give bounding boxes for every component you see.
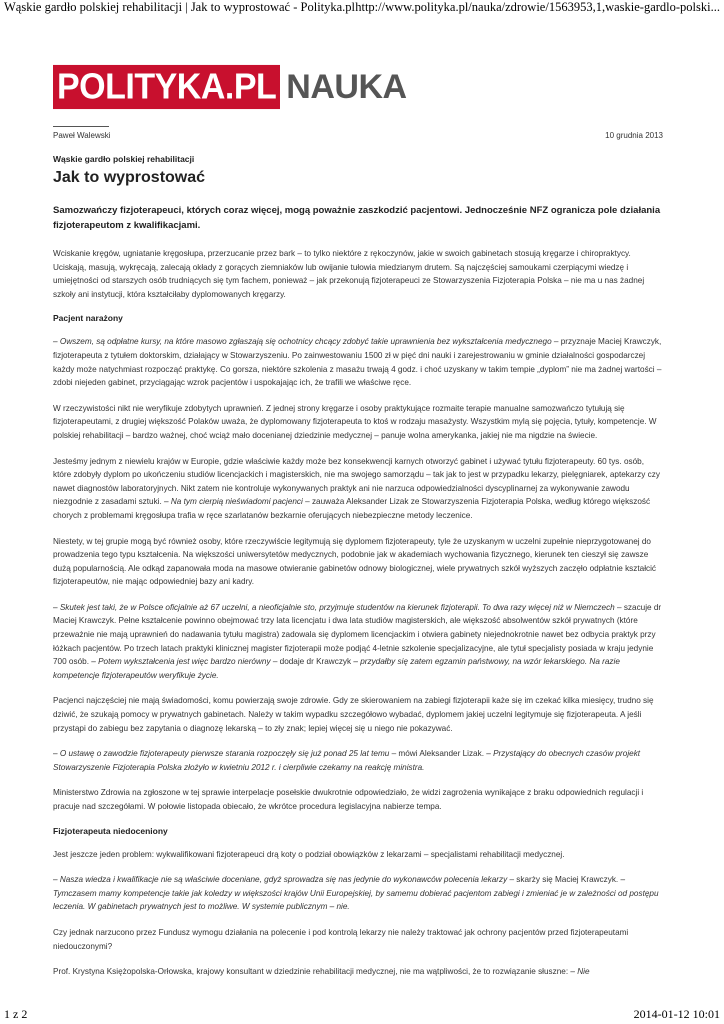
paragraph-text: Jesteśmy jednym z niewielu krajów w Europie, gdzie właściwie każdy może bez konsekwencji karnych otworzyć gabinet i używać tytułu fizjoterapeuty. 60 tys. osób, które zdobyły dyplom po ukończeniu studiów licencjackich i magisterskich, nie ma swojego samorządu – tak jak to jest w przypadku lekarzy, pielęgniarek, aptekarzy czy nawet diagnostów laboratoryjnych. Nikt zatem nie kontroluje wykonywanych praktyk ani nie narzuca odpowiedzialności dyscyplinarnej za wykonywanie zawodu niezgodnie z zasadami sztuki. (53, 456, 660, 507)
divider (53, 126, 109, 127)
print-header (4, 0, 720, 18)
quote: – przydałby się zatem egzamin państwowy, na wzór lekarskiego. Na razie kompetencje fizjoterapeutów weryfikuje życie. (53, 657, 620, 680)
paragraph: Jest jeszcze jeden problem: wykwalifikowani fizjoterapeuci drą koty o podział obowiązków z lekarzami – specjalistami rehabilitacji medycznej. (53, 849, 565, 859)
quote: – Na tym cierpią nieświadomi pacjenci (161, 497, 303, 507)
paragraph-text: – skarży się Maciej Krawczyk. (507, 875, 619, 885)
article-title: Jak to wyprostować (53, 169, 206, 186)
article (53, 126, 663, 991)
article-author: Paweł Walewski (53, 131, 111, 140)
quote: – Potem wykształcenia jest więc bardzo nierówny (88, 657, 271, 667)
logo-brand: POLITYKA.PL (53, 65, 280, 109)
quote: – O ustawę o zawodzie fizjoterapeuty pierwsze starania rozpoczęły się już ponad 25 lat temu (53, 749, 390, 759)
paragraph-text: – dodaje dr Krawczyk (270, 657, 352, 667)
logo-section: NAUKA (286, 68, 407, 106)
paragraph (53, 965, 663, 979)
quote: – Tymczasem mamy kompetencje takie jak koledzy w większości krajów Unii Europejskiej, by samemu dobierać pacjentom zabiegi i zmieniać je w zależności od postępu leczenia. W gabinetach prywatnych jest to możliwe. W systemie publicznym – nie. (53, 875, 659, 912)
print-page-url: http://www.polityka.pl/nauka/zdrowie/1563953,1,waskie-gardlo-polski... (355, 0, 720, 14)
paragraph-text: – przyznaje Maciej Krawczyk, fizjoterapeuta z tytułem doktorskim, działający w Stowarzyszeniu. Po zainwestowaniu 1500 zł w pięć dni nauki i zarejestrowaniu w gminie działalności gospodarczej każdy może natychmiast rozpocząć praktykę. Co gorsza, niektóre szkolenia z masażu trwają 4 godz. i choć uzyskany w takim tempie „dyplom” nie ma żadnej wartości – zdobi niejeden gabinet, przyciągając wzrok pacjentów i uspokajając ich, że trafili we właściwe ręce. (53, 337, 662, 388)
paragraph-text: – szacuje dr Maciej Krawczyk. Pełne kształcenie powinno obejmować trzy lata licencjatu i dwa lata studiów magisterskich, ale większość absolwentów szkół prywatnych (które przeważnie nie mają uprawnień do nadawania tytułu magistra) zadowala się dyplomem licencjackim i otwiera gabinety niejednokrotnie nawet bez odbycia praktyk przy łóżkach pacjentów. Po trzech latach praktyki klinicznej magister fizjoterapii może podjąć 4-letnie szkolenie specjalizacyjne, ale tytuł specjalisty posiada w kraju jedynie 700 osób. (53, 602, 662, 667)
article-lead: Samozwańczy fizjoterapeuci, których coraz więcej, mogą poważnie zaszkodzić pacjentowi. Jednocześnie NFZ ogranicza pole działania fizjoterapeutom z kwalifikacjami. (53, 205, 661, 231)
subheading: Fizjoterapeuta niedoceniony (53, 825, 168, 836)
article-meta (53, 131, 663, 140)
paragraph: Ministerstwo Zdrowia na zgłoszone w tej sprawie interpelacje posełskie dwukrotnie odpowiedziało, że widzi zagrożenia wynikające z braku odpowiednich regulacji i pracuje nad szczegółami. W połowie listopada obiecało, że wkrótce procedura legislacyjna nabierze tempa. (53, 788, 644, 811)
print-timestamp: 2014-01-12 10:01 (633, 1007, 720, 1021)
paragraph-text: Prof. Krystyna Księżopolska-Orłowska, krajowy konsultant w dziedzinie rehabilitacji medycznej, nie ma wątpliwości, że to rozwiązanie słuszne: (53, 967, 569, 977)
paragraph (53, 873, 663, 914)
print-page-title: Wąskie gardło polskiej rehabilitacji | Jak to wyprostować - Polityka.pl (4, 0, 356, 14)
paragraph: Czy jednak narzucono przez Fundusz wymogu działania na polecenie i pod kontrolą lekarzy nie należy traktować jak ochrony pacjentów przed fizjoterapeutami niedouczonymi? (53, 927, 629, 951)
paragraph-text: – zauważa Aleksander Lizak ze Stowarzyszenia Fizjoterapia Polska, według którego większość chorych z problemami kręgosłupa trafia w ręce szarlatanów bezkarnie oferujących niebezpieczne metody leczenice. (53, 497, 651, 520)
quote: – Nie (568, 967, 590, 977)
site-logo[interactable] (53, 66, 407, 108)
quote: – Nasza wiedza i kwalifikacje nie są właściwie doceniane, gdyż sprowadza się nas jedynie do wykonawców polecenia lekarzy (53, 875, 508, 885)
paragraph (53, 335, 663, 389)
quote: – Owszem, są odpłatne kursy, na które masowo zgłaszają się ochotnicy chcący zdobyć takie uprawnienia bez wykształcenia medycznego (53, 337, 552, 347)
paragraph: Pacjenci najczęściej nie mają świadomości, komu powierzają swoje zdrowie. Gdy ze skierowaniem na zabiegi fizjoterapii każe się im czekać kilka miesięcy, trudno się dziwić, że szukają pomocy w prywatnych gabinetach. Należy w takim wypadku szczegółowo wybadać, dyplomem jakiej uczelni legitymuje się fizjoterapeuta. A jeśli przystąpi do zabiegu bez zapytania o diagnozę lekarską – to zły znak; lepiej więcej się u niego nie pokazywać. (53, 696, 654, 733)
paragraph (53, 747, 663, 774)
quote: – Przystający do obecnych czasów projekt Stowarzyszenie Fizjoterapia Polska złożyło w kwietniu 2012 r. i cierpliwie czekamy na reakcję ministra. (53, 749, 641, 772)
quote: – Skutek jest taki, że w Polsce oficjalnie aż 67 uczelni, a nieoficjalnie sto, przyjmuje studentów na kierunek fizjoterapii. To dwa razy więcej niż w Niemczech (53, 602, 615, 612)
print-footer (4, 1007, 720, 1022)
paragraph (53, 601, 663, 683)
paragraph: Niestety, w tej grupie mogą być również osoby, które rzeczywiście legitymują się dyplomem fizjoterapeuty, tyle że uzyskanym w uczelni zupełnie nieprzygotowanej do prowadzenia tego typu kształcenia. Na większości uniwersytetów medycznych, podobnie jak w akademiach wychowania fizycznego, kierunek ten cieszył się zawsze dużą popularnością. Ale odkąd zapanowała moda na masowe otwieranie gabinetów odnowy biologicznej, wiele prywatnych szkół wyższych zaczęło odpłatnie kształcić fizjoterapeutów, nie mając odpowiedniej bazy ani kadry. (53, 536, 657, 587)
page-number: 1 z 2 (4, 1007, 28, 1021)
article-date: 10 grudnia 2013 (605, 131, 663, 140)
paragraph: W rzeczywistości nikt nie weryfikuje zdobytych uprawnień. Z jednej strony kręgarze i osoby praktykujące rozmaite terapie manualne samozwańczo tytułują się fizjoterapeutami, z drugiej większość Polaków uważa, że dyplomowany fizjoterapeuta to ktoś w rodzaju masażysty. Wszystkim mylą się pojęcia, tytuły, kompetencje. W polskiej rehabilitacji – bardzo ważnej, choć wciąż mało docenianej dziedzinie medycznej – panuje wolna amerykanka, jakiej nie ma nigdzie na świecie. (53, 403, 657, 440)
paragraph (53, 455, 663, 523)
subheading: Pacjent narażony (53, 313, 123, 324)
paragraph: Wciskanie kręgów, ugniatanie kręgosłupa, przerzucanie przez bark – to tylko niektóre z rękoczynów, jakie w swoich gabinetach stosują kręgarze i chiropraktycy. Uciskają, masują, wykręcają, zalecają okłady z gorących ziemniaków lub owijanie tułowia miedzianym drutem. Są najczęściej samoukami czerpiącymi wiedzę i umiejętności od starszych osób trudniących się tym fachem, ponieważ – jak przekonują fizjoterapeuci ze Stowarzyszenia Fizjoterapia Polska – nie ma u nas żadnej szkoły ani instytucji, która kształciłaby dyplomowanych kręgarzy. (53, 249, 645, 299)
paragraph-text: – mówi Aleksander Lizak. (389, 749, 484, 759)
article-kicker: Wąskie gardło polskiej rehabilitacji (53, 154, 195, 164)
